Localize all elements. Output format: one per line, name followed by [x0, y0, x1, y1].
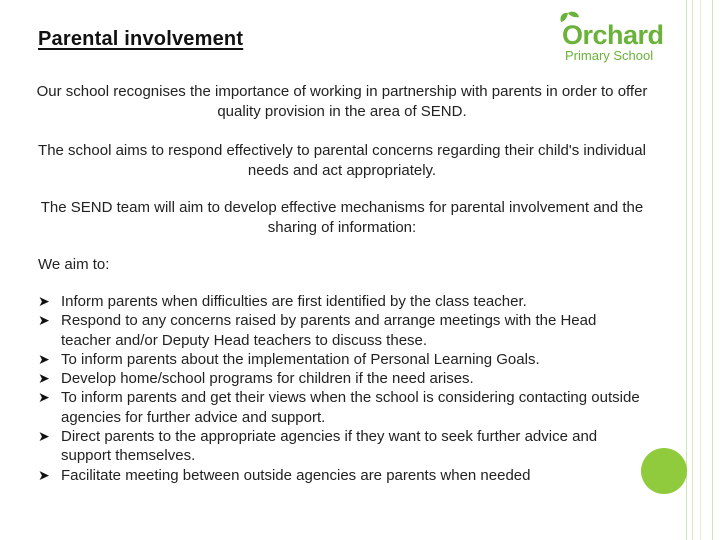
arrow-bullet-icon: ➤ — [38, 350, 50, 367]
arrow-bullet-icon: ➤ — [38, 389, 50, 406]
arrow-bullet-icon: ➤ — [38, 466, 50, 483]
decorative-line — [712, 0, 713, 540]
aims-heading: We aim to: — [38, 256, 110, 273]
list-item — [38, 369, 648, 388]
list-item — [38, 466, 648, 485]
list-item — [38, 311, 648, 350]
aims-list — [38, 292, 648, 485]
list-item-text: Develop home/school programs for children if the need arises. — [61, 370, 474, 388]
list-item-text: To inform parents and get their views when the school is considering contacting outside agencies for further advice and support. — [61, 389, 640, 426]
list-item-text: To inform parents about the implementation of Personal Learning Goals. — [61, 350, 540, 368]
school-logo — [553, 10, 673, 66]
concerns-paragraph: The school aims to respond effectively to parental concerns regarding their child's individual needs and act appropriately. — [38, 142, 646, 179]
logo-subtitle: Primary School — [565, 48, 654, 63]
list-item-text: Inform parents when difficulties are first identified by the class teacher. — [61, 293, 527, 310]
list-item — [38, 388, 648, 427]
list-item — [38, 292, 648, 311]
arrow-bullet-icon: ➤ — [38, 370, 50, 387]
send-team-paragraph: The SEND team will aim to develop effective mechanisms for parental involvement and the sharing of information: — [40, 199, 644, 236]
arrow-bullet-icon: ➤ — [38, 293, 50, 309]
decorative-line — [700, 0, 701, 540]
list-item-text: Direct parents to the appropriate agencies if they want to seek further advice and support themselves. — [61, 428, 598, 465]
arrow-bullet-icon: ➤ — [38, 312, 50, 329]
logo-name: Orchard — [562, 20, 664, 50]
decorative-line — [686, 0, 687, 540]
intro-paragraph: Our school recognises the importance of working in partnership with parents in order to offer quality provision in the area of SEND. — [36, 83, 648, 120]
decorative-line — [692, 0, 693, 540]
page-title: Parental involvement — [38, 28, 244, 50]
arrow-bullet-icon: ➤ — [38, 428, 50, 445]
list-item-text: Facilitate meeting between outside agencies are parents when needed — [61, 466, 531, 484]
list-item-text: Respond to any concerns raised by parents and arrange meetings with the Head teacher and/or Deputy Head teachers to discuss these. — [61, 312, 597, 349]
list-item — [38, 427, 648, 466]
list-item — [38, 350, 648, 369]
